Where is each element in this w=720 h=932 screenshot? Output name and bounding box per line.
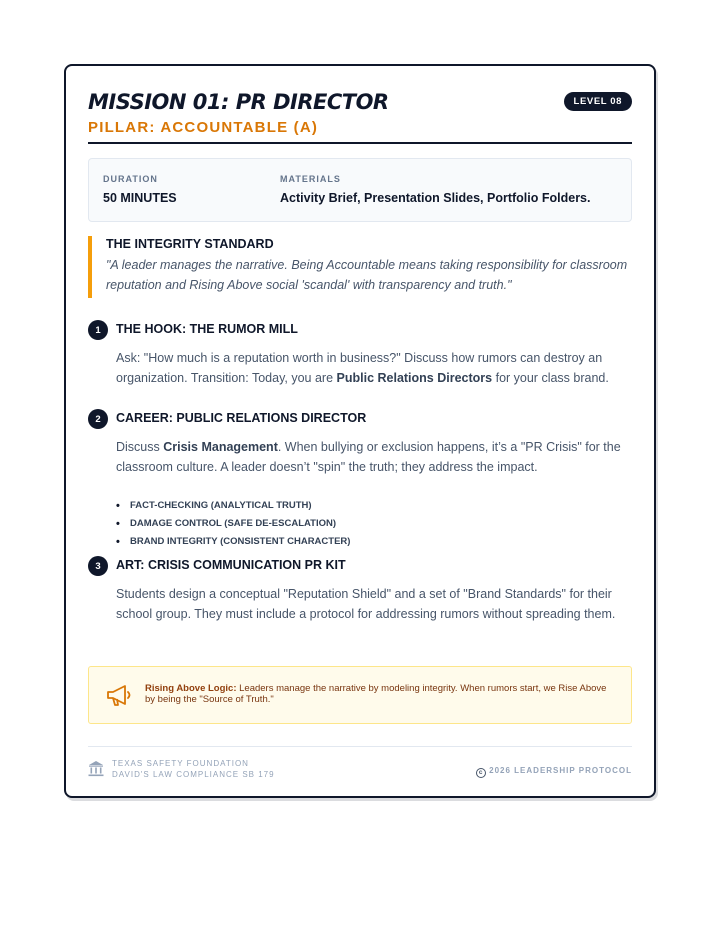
materials-value: Activity Brief, Presentation Slides, Portfolio Folders. <box>280 191 591 205</box>
integrity-standard-quote: "A leader manages the narrative. Being Accountable means taking responsibility for classroom reputation and Rising Above social 'scandal' with transparency and truth." <box>106 258 628 292</box>
copyright-text: 2026 LEADERSHIP PROTOCOL <box>489 766 632 775</box>
step-body-bold: Crisis Management <box>163 440 278 454</box>
step-number: 3 <box>88 556 108 576</box>
duration-value: 50 MINUTES <box>103 191 177 205</box>
step-body <box>116 437 632 477</box>
integrity-standard <box>88 236 632 298</box>
step-body: Students design a conceptual "Reputation Shield" and a set of "Brand Standards" for their school group. They must include a protocol for addressing rumors without spreading them. <box>116 587 616 621</box>
step-body-text: for your class brand. <box>492 371 609 385</box>
step-number: 2 <box>88 409 108 429</box>
copyright-icon: c <box>476 768 486 778</box>
footer <box>88 746 632 786</box>
integrity-standard-title: THE INTEGRITY STANDARD <box>106 237 274 251</box>
megaphone-icon <box>105 682 133 708</box>
info-box <box>88 158 632 222</box>
step-body-bold: Public Relations Directors <box>336 371 493 385</box>
duration-label: DURATION <box>103 174 158 184</box>
step-title: ART: CRISIS COMMUNICATION PR KIT <box>116 558 346 572</box>
step-hook <box>88 320 632 390</box>
step-title: THE HOOK: THE RUMOR MILL <box>116 322 298 336</box>
callout-body: Leaders manage the narrative by modeling integrity. When rumors start, we Rise Above by being the "Source of Truth." <box>145 683 607 705</box>
institution-icon <box>88 760 104 777</box>
level-badge: LEVEL 08 <box>564 92 632 111</box>
footer-compliance: DAVID'S LAW COMPLIANCE SB 179 <box>112 770 275 779</box>
callout-text <box>145 683 615 705</box>
step-body-text: . When bullying or exclusion happens, it’s a "PR Crisis" for the classroom culture. A leader doesn’t "spin" the truth; they address the impact. <box>116 440 621 474</box>
step-body-text: Discuss <box>116 440 164 454</box>
callout-label: Rising Above Logic: <box>145 683 237 694</box>
mission-card <box>64 64 656 798</box>
list-item: • DAMAGE CONTROL (SAFE DE-ESCALATION) <box>116 515 350 533</box>
step-art <box>88 556 632 646</box>
career-bullet-list <box>116 497 350 551</box>
mission-title: MISSION 01: PR DIRECTOR <box>88 90 389 114</box>
footer-copyright <box>476 766 632 778</box>
list-item: • FACT-CHECKING (ANALYTICAL TRUTH) <box>116 497 350 515</box>
footer-org-name: TEXAS SAFETY FOUNDATION <box>112 759 249 768</box>
step-number: 1 <box>88 320 108 340</box>
step-body-text: Ask: "How much is a reputation worth in business?" Discuss how rumors can destroy an organization. Transition: Today, you are <box>116 351 603 385</box>
rising-above-callout <box>88 666 632 724</box>
step-title: CAREER: PUBLIC RELATIONS DIRECTOR <box>116 411 367 425</box>
footer-organization <box>112 758 275 780</box>
materials-label: MATERIALS <box>280 174 341 184</box>
step-body <box>116 348 632 388</box>
pillar-subtitle: PILLAR: ACCOUNTABLE (A) <box>88 119 319 136</box>
list-item: • BRAND INTEGRITY (CONSISTENT CHARACTER) <box>116 533 350 551</box>
card-header <box>88 86 632 144</box>
step-career <box>88 409 632 547</box>
